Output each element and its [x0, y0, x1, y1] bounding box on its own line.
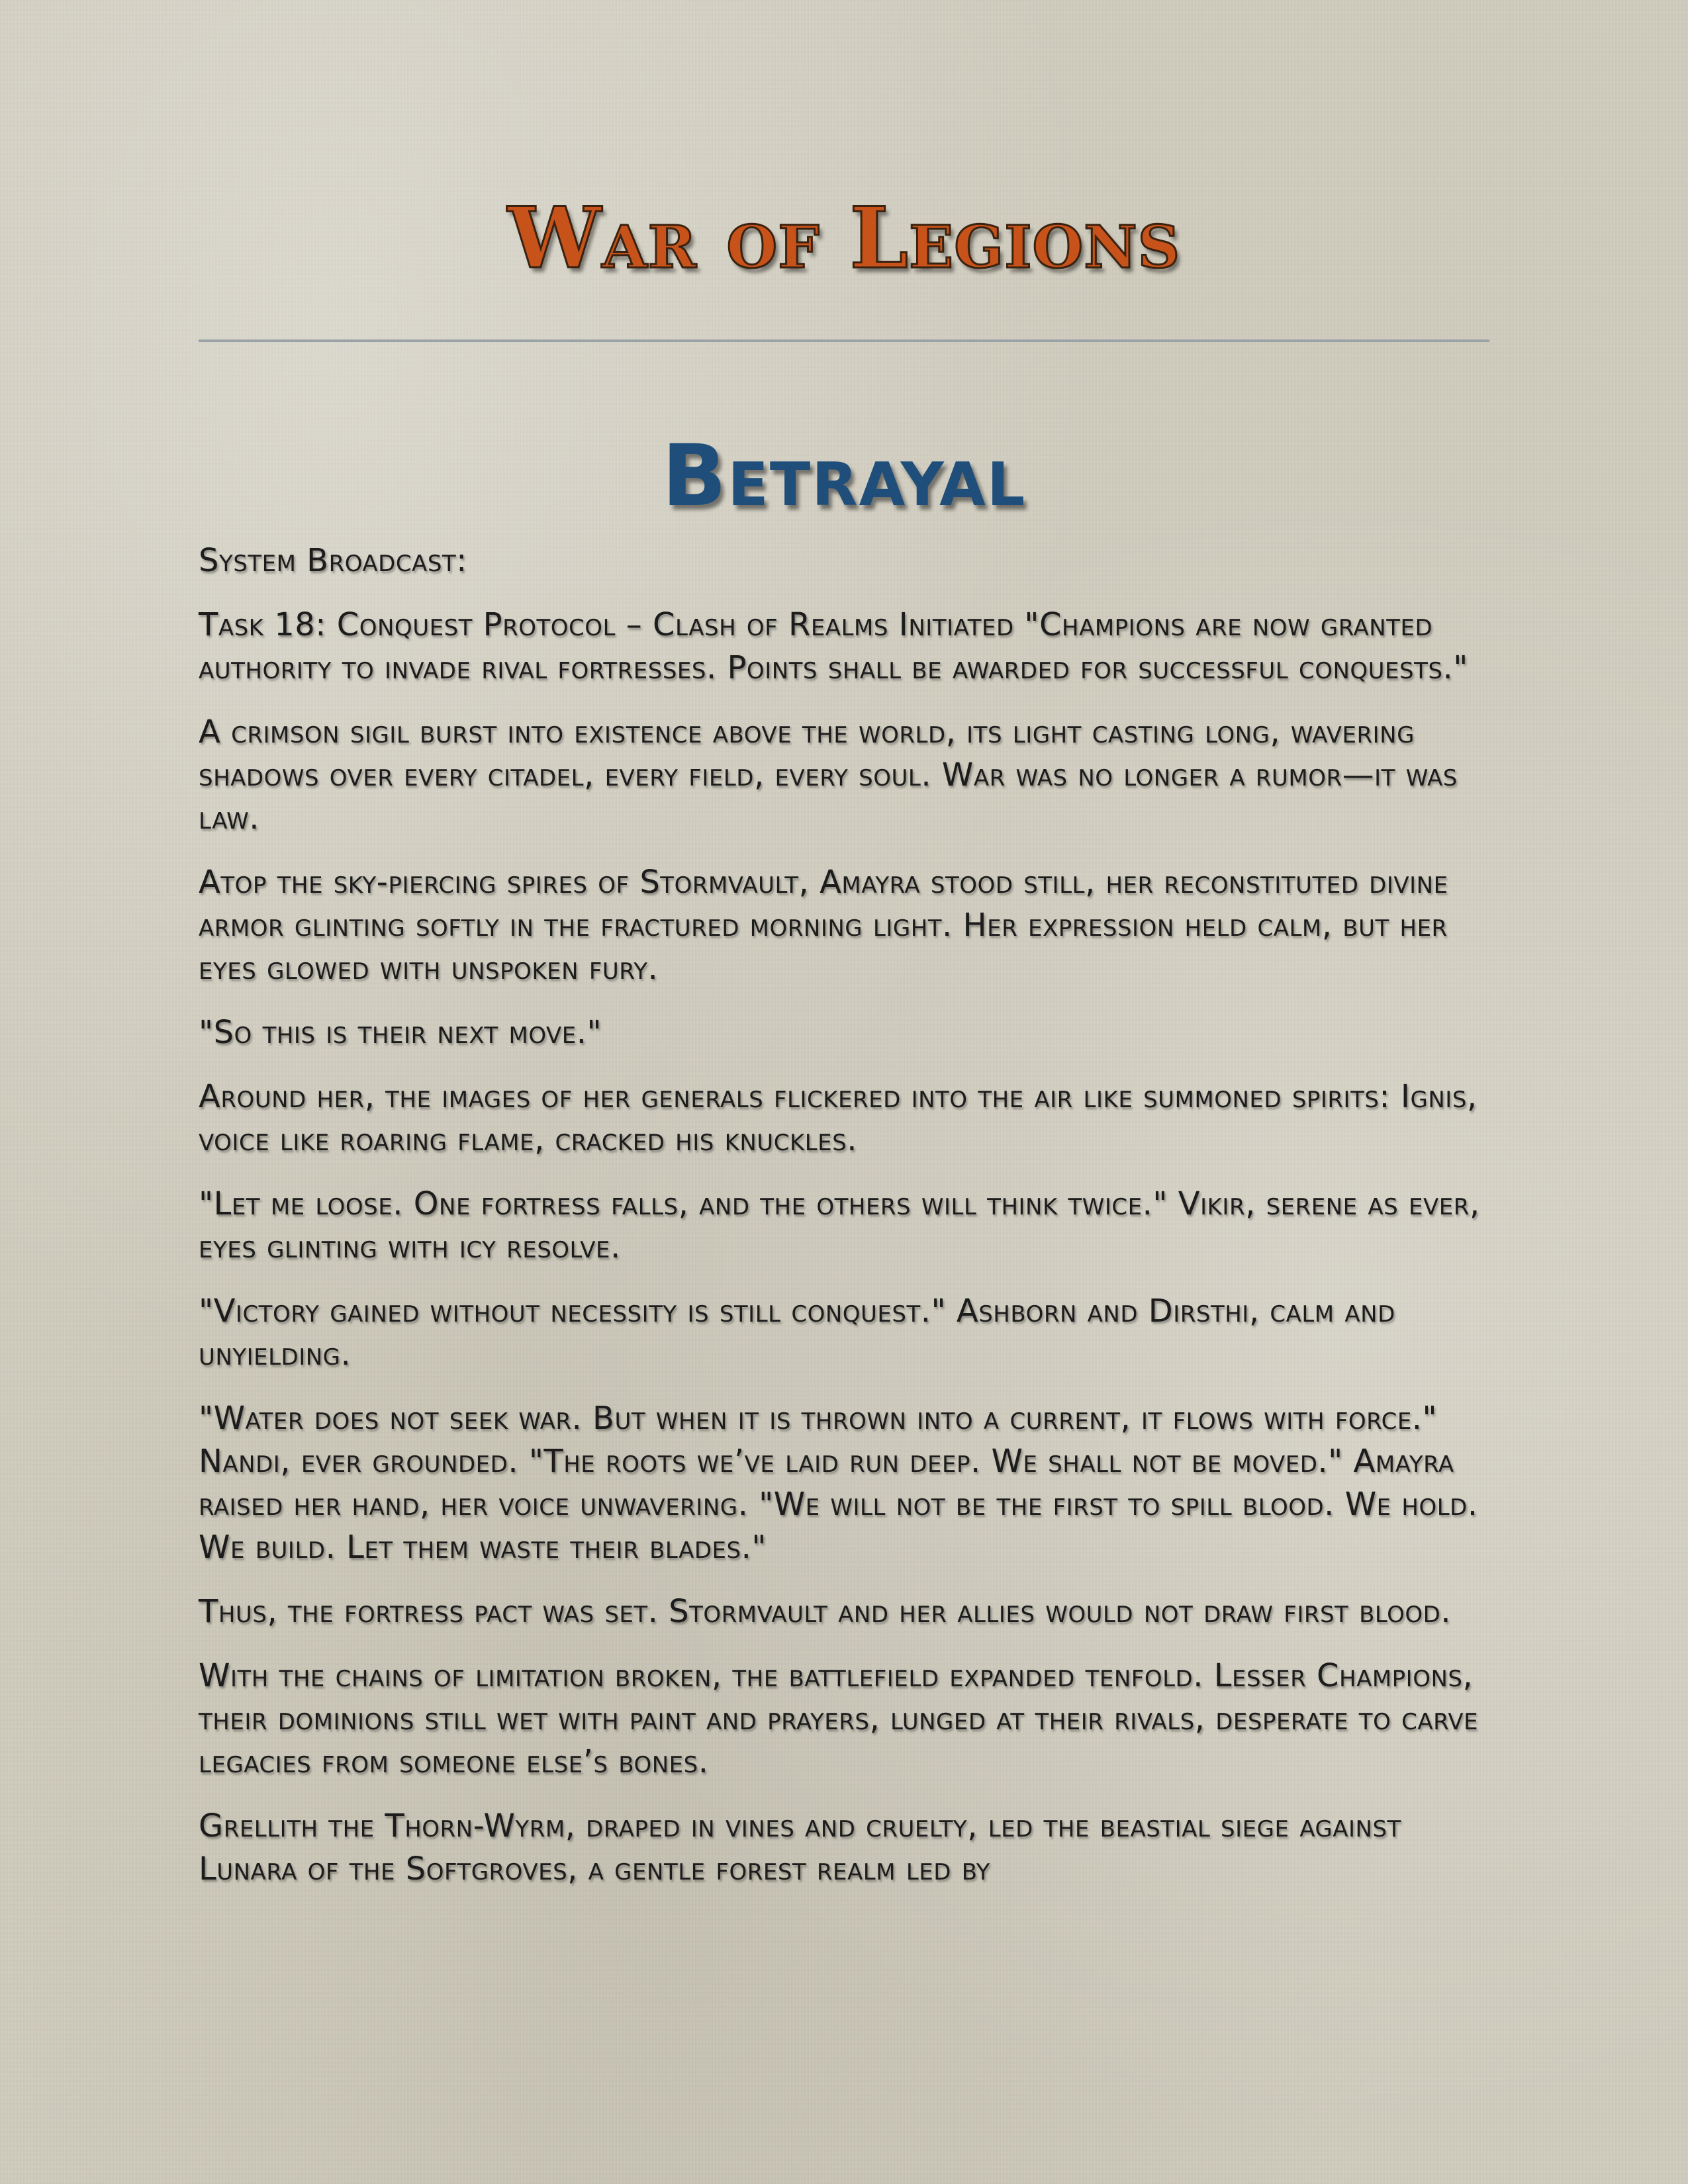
- paragraph: A crimson sigil burst into existence above the world, its light casting long, wavering shadows over every citadel, every field, every soul. War was no longer a rumor—it was law.: [199, 713, 1458, 837]
- paragraph: Grellith the Thorn-Wyrm, draped in vines and cruelty, led the beastial siege against Lunara of the Softgroves, a gentle forest realm led by: [199, 1807, 1401, 1888]
- paragraph: With the chains of limitation broken, the battlefield expanded tenfold. Lesser Champions, their dominions still wet with paint and prayers, lunged at their rivals, desperate to carve legacies from someone else’s bones.: [199, 1657, 1479, 1780]
- paragraph: "Victory gained without necessity is still conquest." Ashborn and Dirsthi, calm and unyielding.: [199, 1293, 1395, 1373]
- title-divider: [199, 340, 1489, 342]
- book-title: War of Legions: [507, 189, 1181, 287]
- paragraph: "Water does not seek war. But when it is thrown into a current, it flows with force." Nandi, ever grounded. "The roots we’ve laid run deep. We shall not be moved." Amayra raised her hand, her voice unwavering. "We will not be the first to spill blood. We hold. We build. Let them waste their blades.": [199, 1400, 1478, 1566]
- paragraph: System Broadcast:: [199, 542, 467, 579]
- chapter-title: Betrayal: [661, 427, 1027, 525]
- paragraph: "Let me loose. One fortress falls, and the others will think twice." Vikir, serene as ever, eyes glinting with icy resolve.: [199, 1185, 1480, 1265]
- paragraph: Atop the sky-piercing spires of Stormvault, Amayra stood still, her reconstituted divine armor glinting softly in the fractured morning light. Her expression held calm, but her eyes glowed with unspoken fury.: [199, 864, 1448, 987]
- paragraph: "So this is their next move.": [199, 1014, 602, 1051]
- paragraph: Around her, the images of her generals flickered into the air like summoned spirits: Ignis, voice like roaring flame, cracked his knuckles.: [199, 1078, 1477, 1158]
- paragraph: Task 18: Conquest Protocol – Clash of Realms Initiated "Champions are now granted authority to invade rival fortresses. Points shall be awarded for successful conquests.": [199, 606, 1468, 686]
- chapter-body: [199, 539, 1489, 1912]
- paragraph: Thus, the fortress pact was set. Stormvault and her allies would not draw first blood.: [199, 1593, 1452, 1630]
